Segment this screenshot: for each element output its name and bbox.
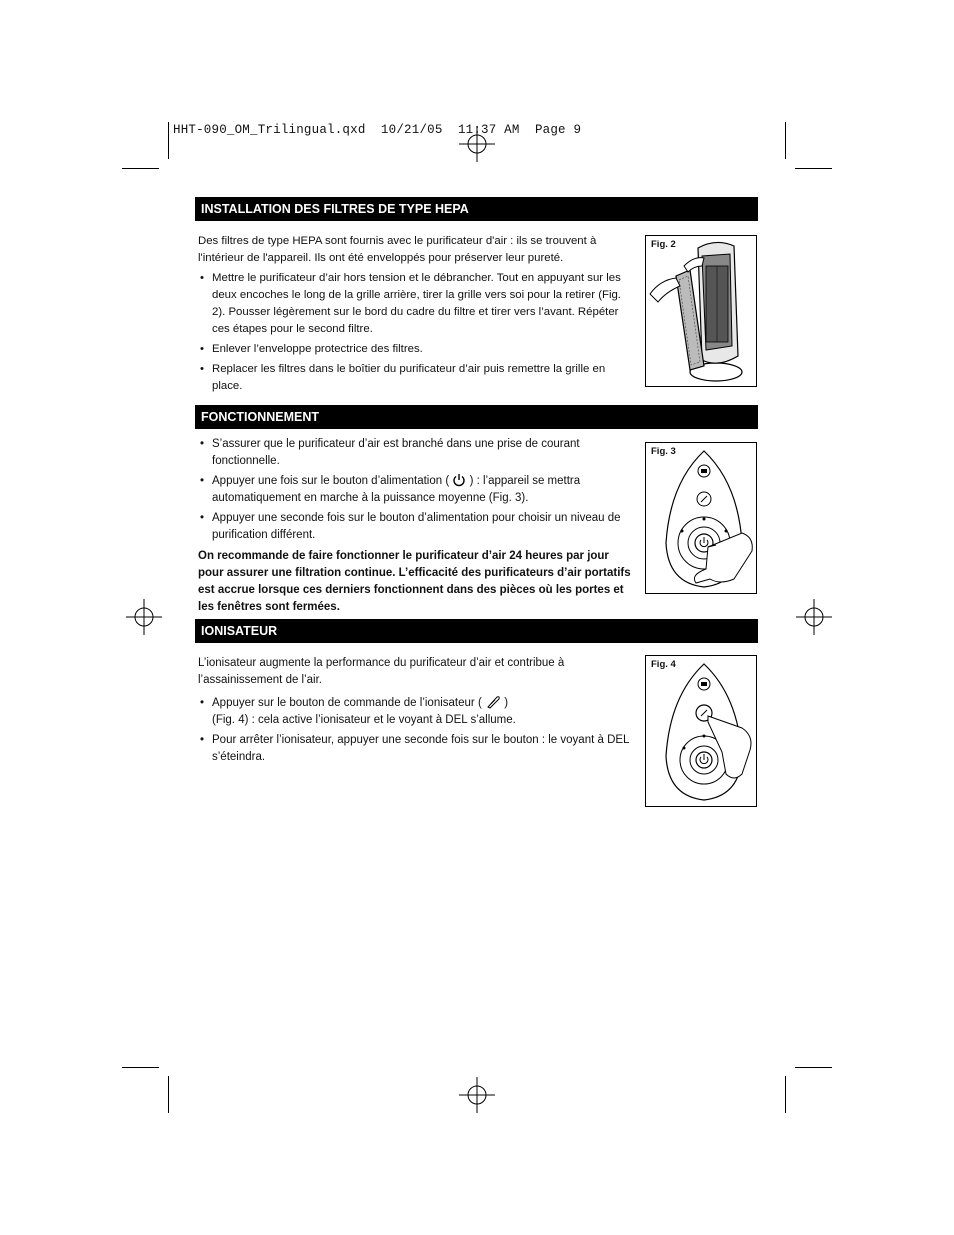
power-icon xyxy=(452,473,466,487)
hepa-intro: Des filtres de type HEPA sont fournis avec le purificateur d'air : ils se trouvent à l'intérieur de l'appareil. Ils ont été enveloppés pour préserver leur pureté. xyxy=(198,235,597,264)
control-panel-ionizer-illustration xyxy=(646,656,758,808)
bullet-text: (Fig. 4) : cela active l’ionisateur et le voyant à DEL s’allume. xyxy=(212,714,516,726)
registration-mark-icon xyxy=(459,1077,495,1113)
ionisateur-intro: L’ionisateur augmente la performance du purificateur d’air et contribue à l’assainissement de l’air. xyxy=(198,657,565,686)
figure-3 xyxy=(645,442,757,594)
crop-mark xyxy=(785,122,786,159)
crop-mark xyxy=(122,1067,159,1068)
figure-label: Fig. 3 xyxy=(651,446,676,457)
list-item: • Enlever l’enveloppe protectrice des filtres. xyxy=(198,341,636,358)
crop-mark xyxy=(795,168,832,169)
section-body-fonctionnement xyxy=(198,436,636,619)
print-slug: HHT-090_OM_Trilingual.qxd 10/21/05 11:37 AM Page 9 xyxy=(173,123,582,137)
list-item: • Mettre le purificateur d’air hors tension et le débrancher. Tout en appuyant sur les deux encoches le long de la grille arrière, tirer la grille vers soi pour la retirer (Fig. 2). Pousser légèrement sur le bord du cadre du filtre et tirer vers l’avant. Répéter ces étapes pour le second filtre. xyxy=(198,270,636,338)
figure-2 xyxy=(645,235,757,387)
crop-mark xyxy=(122,168,159,169)
section-body-hepa xyxy=(198,233,636,398)
fonctionnement-bullet-list xyxy=(198,436,636,544)
crop-mark xyxy=(795,1067,832,1068)
list-item: • S’assurer que le purificateur d’air est branché dans une prise de courant fonctionnelle. xyxy=(198,436,636,470)
figure-4 xyxy=(645,655,757,807)
air-purifier-filter-illustration xyxy=(646,236,758,388)
section-header-fonctionnement: FONCTIONNEMENT xyxy=(195,405,758,429)
hepa-bullet-list xyxy=(198,270,636,395)
bullet-text: ) xyxy=(504,697,509,709)
section-body-ionisateur xyxy=(198,655,636,769)
registration-mark-icon xyxy=(459,126,495,162)
figure-label: Fig. 4 xyxy=(651,659,676,670)
registration-mark-icon xyxy=(796,599,832,635)
crop-mark xyxy=(785,1076,786,1113)
figure-label: Fig. 2 xyxy=(651,239,676,250)
list-item xyxy=(198,473,636,507)
crop-mark xyxy=(168,1076,169,1113)
section-header-hepa: INSTALLATION DES FILTRES DE TYPE HEPA xyxy=(195,197,758,221)
list-item: • Replacer les filtres dans le boîtier du purificateur d’air puis remettre la grille en place. xyxy=(198,361,636,395)
control-panel-power-illustration xyxy=(646,443,758,595)
list-item: • Appuyer une seconde fois sur le bouton d’alimentation pour choisir un niveau de purification différent. xyxy=(198,510,636,544)
bullet-text: Appuyer une fois sur le bouton d’alimentation ( xyxy=(212,475,450,487)
bullet-text: ) : l’appareil se mettra automatiquement en marche à la puissance moyenne (Fig. 3). xyxy=(212,475,581,504)
list-item: • Pour arrêter l’ionisateur, appuyer une seconde fois sur le bouton : le voyant à DEL s’éteindra. xyxy=(198,732,636,766)
list-item xyxy=(198,695,636,729)
recommendation-note: On recommande de faire fonctionner le purificateur d’air 24 heures par jour pour assurer une filtration continue. L’efficacité des purificateurs d’air portatifs est accrue lorsque ces derniers fonctionnent dans des pièces où les portes et les fenêtres sont fermées. xyxy=(198,550,631,613)
bullet-text: Appuyer sur le bouton de commande de l’ionisateur ( xyxy=(212,697,482,709)
ionisateur-bullet-list xyxy=(198,695,636,766)
section-header-ionisateur: IONISATEUR xyxy=(195,619,758,643)
registration-mark-icon xyxy=(126,599,162,635)
crop-mark xyxy=(168,122,169,159)
ionizer-icon xyxy=(485,695,501,709)
